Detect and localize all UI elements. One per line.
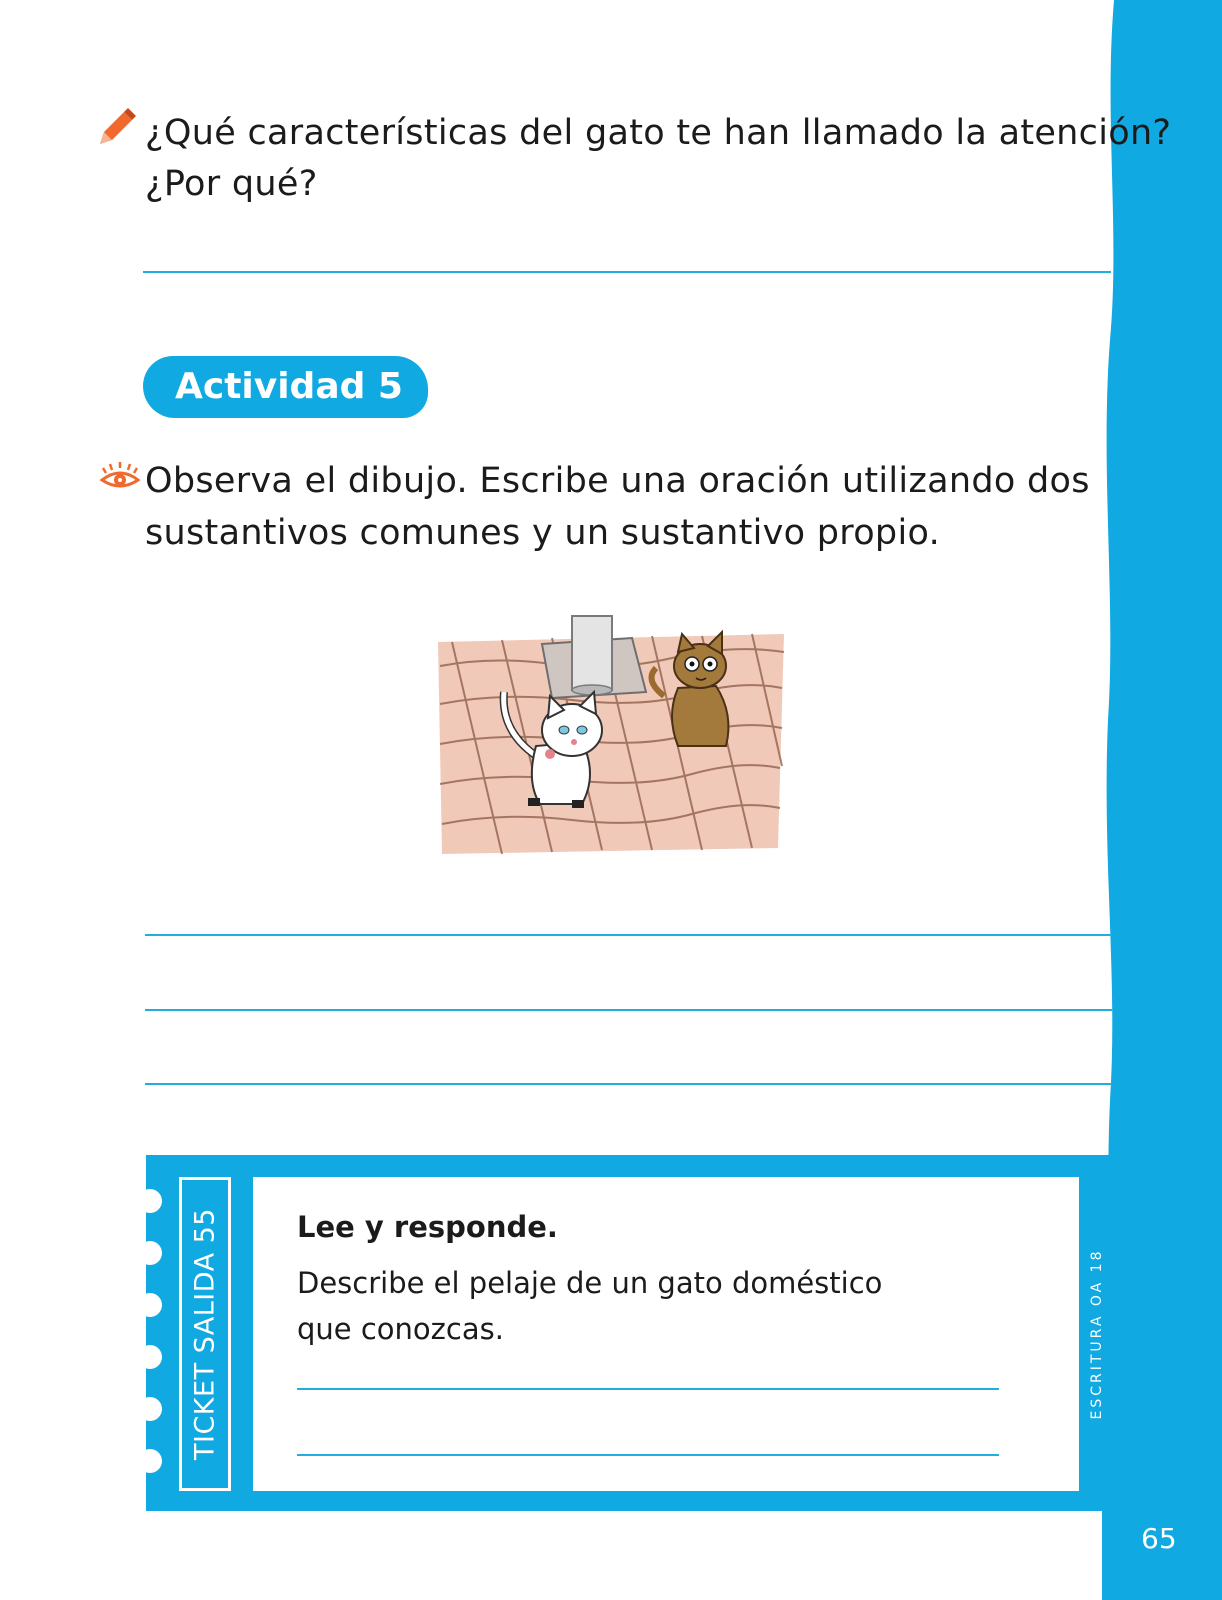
ticket-label-box — [179, 1177, 231, 1491]
ticket-punch-hole — [138, 1189, 162, 1213]
ticket-side-label: ESCRITURA OA 18 — [1089, 1248, 1105, 1420]
ticket-side-label-box — [1088, 1177, 1106, 1491]
question-line-1: ¿Qué características del gato te han llamado la atención? — [145, 113, 1172, 153]
exit-ticket — [146, 1155, 1112, 1511]
instruction-line-2: sustantivos comunes y un sustantivo propio. — [145, 513, 940, 553]
ticket-punch-hole — [138, 1449, 162, 1473]
activity-label: Actividad 5 — [143, 356, 428, 418]
ticket-answer-line[interactable] — [297, 1454, 999, 1456]
question-line-2: ¿Por qué? — [145, 164, 318, 204]
answer-line[interactable] — [143, 271, 1111, 273]
ticket-label: TICKET SALIDA 55 — [189, 1208, 221, 1460]
page-edge-band — [1102, 0, 1222, 1600]
eye-icon — [100, 462, 140, 494]
answer-line[interactable] — [145, 1009, 1112, 1011]
ticket-body-line-1: Describe el pelaje de un gato doméstico — [297, 1266, 883, 1300]
page-number: 65 — [1141, 1522, 1177, 1555]
answer-line[interactable] — [145, 934, 1112, 936]
cats-on-roof-illustration — [432, 586, 792, 856]
pencil-icon — [96, 108, 136, 148]
ticket-body-line-2: que conozcas. — [297, 1312, 504, 1346]
answer-line[interactable] — [145, 1083, 1112, 1085]
instruction-line-1: Observa el dibujo. Escribe una oración utilizando dos — [145, 461, 1090, 501]
ticket-punch-hole — [138, 1345, 162, 1369]
ticket-answer-line[interactable] — [297, 1388, 999, 1390]
ticket-punch-hole — [138, 1241, 162, 1265]
ticket-heading: Lee y responde. — [297, 1210, 558, 1244]
ticket-punch-hole — [138, 1293, 162, 1317]
ticket-punch-hole — [138, 1397, 162, 1421]
